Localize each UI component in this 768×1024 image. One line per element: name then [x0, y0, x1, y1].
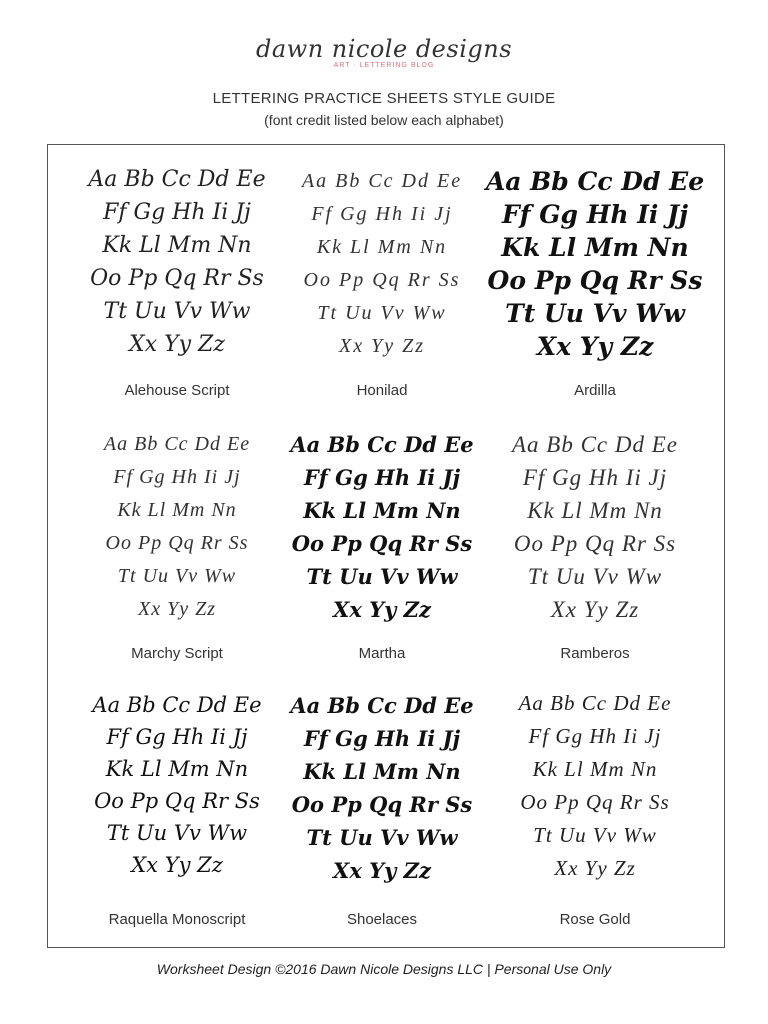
alphabet-line: Kk Ll Mm Nn: [102, 233, 252, 258]
alphabet-sample: [64, 689, 290, 881]
alphabet-line: Kk Ll Mm Nn: [105, 757, 249, 781]
alphabet-line: Oo Pp Qq Rr Ss: [487, 266, 703, 295]
font-credit-label: Martha: [358, 645, 406, 662]
alphabet-line: Ff Gg Hh Ii Jj: [113, 466, 241, 488]
alphabet-line: Kk Ll Mm Nn: [117, 499, 237, 521]
alphabet-line: Ff Gg Hh Ii Jj: [106, 725, 248, 749]
alphabet-line: Ff Gg Hh Ii Jj: [501, 200, 688, 229]
alphabet-line: Kk Ll Mm Nn: [527, 498, 663, 523]
alphabet-line: Aa Bb Cc Dd Ee: [290, 432, 474, 457]
alphabet-line: Aa Bb Cc Dd Ee: [88, 167, 266, 192]
alphabet-line: Oo Pp Qq Rr Ss: [291, 531, 473, 556]
alphabet-line: Xx Yy Zz: [129, 332, 225, 357]
alphabet-line: Ff Gg Hh Ii Jj: [528, 724, 662, 748]
alphabet-line: Kk Ll Mm Nn: [316, 236, 448, 258]
alphabet-sample: [269, 689, 495, 887]
alphabet-line: Ff Gg Hh Ii Jj: [303, 465, 461, 490]
alphabet-line: Oo Pp Qq Rr Ss: [520, 790, 670, 814]
alphabet-line: Aa Bb Cc Dd Ee: [301, 170, 463, 192]
alphabet-line: Aa Bb Cc Dd Ee: [511, 432, 678, 457]
font-credit-label: Ardilla: [574, 382, 616, 399]
alphabet-line: Aa Bb Cc Dd Ee: [92, 693, 262, 717]
alphabet-line: Tt Uu Vv Ww: [317, 302, 447, 324]
font-credit-label: Ramberos: [560, 645, 630, 662]
alphabet-line: Tt Uu Vv Ww: [306, 564, 458, 589]
alphabet-line: Oo Pp Qq Rr Ss: [94, 789, 260, 813]
alphabet-line: Xx Yy Zz: [550, 597, 640, 622]
alphabet-line: Tt Uu Vv Ww: [103, 299, 251, 324]
alphabet-line: Tt Uu Vv Ww: [505, 299, 685, 328]
alphabet-line: Oo Pp Qq Rr Ss: [291, 792, 473, 817]
alphabet-sample: [269, 428, 495, 626]
alphabet-line: Tt Uu Vv Ww: [117, 565, 237, 587]
alphabet-sample: [482, 687, 708, 885]
alphabet-sample: [64, 428, 290, 626]
font-credit-label: Shoelaces: [346, 911, 418, 928]
font-credit-label: Honilad: [356, 382, 408, 399]
alphabet-line: Xx Yy Zz: [333, 858, 431, 883]
alphabet-line: Kk Ll Mm Nn: [501, 233, 689, 262]
alphabet-grid: [47, 144, 725, 948]
alphabet-line: Tt Uu Vv Ww: [306, 825, 458, 850]
alphabet-line: Ff Gg Hh Ii Jj: [311, 203, 453, 225]
brand-name: dawn nicole designs: [255, 35, 513, 63]
font-credit-label: Marchy Script: [131, 645, 223, 662]
alphabet-line: Aa Bb Cc Dd Ee: [290, 693, 474, 718]
page-subtitle: (font credit listed below each alphabet): [264, 112, 504, 128]
font-credit-label: Alehouse Script: [124, 382, 230, 399]
alphabet-line: Tt Uu Vv Ww: [106, 821, 248, 845]
alphabet-line: Kk Ll Mm Nn: [303, 498, 461, 523]
font-credit-label: Raquella Monoscript: [108, 911, 246, 928]
alphabet-line: Xx Yy Zz: [536, 332, 654, 361]
alphabet-line: Xx Yy Zz: [131, 853, 223, 877]
alphabet-line: Kk Ll Mm Nn: [303, 759, 461, 784]
alphabet-line: Oo Pp Qq Rr Ss: [90, 266, 264, 291]
font-credit-label: Rose Gold: [559, 911, 631, 928]
alphabet-sample: [64, 163, 290, 361]
alphabet-line: Ff Gg Hh Ii Jj: [522, 465, 668, 490]
alphabet-sample: [482, 165, 708, 363]
alphabet-sample: [269, 165, 495, 363]
alphabet-line: Xx Yy Zz: [554, 856, 636, 880]
alphabet-line: Aa Bb Cc Dd Ee: [103, 433, 251, 455]
alphabet-line: Aa Bb Cc Dd Ee: [518, 691, 672, 715]
brand-logo: [0, 36, 768, 69]
footer-copyright: Worksheet Design ©2016 Dawn Nicole Designs LLC | Personal Use Only: [156, 961, 612, 977]
alphabet-line: Xx Yy Zz: [339, 335, 425, 357]
alphabet-line: Kk Ll Mm Nn: [532, 757, 658, 781]
alphabet-line: Oo Pp Qq Rr Ss: [105, 532, 249, 554]
alphabet-line: Xx Yy Zz: [333, 597, 431, 622]
alphabet-line: Oo Pp Qq Rr Ss: [303, 269, 461, 291]
alphabet-sample: [482, 428, 708, 626]
alphabet-line: Oo Pp Qq Rr Ss: [513, 531, 677, 556]
alphabet-line: Tt Uu Vv Ww: [533, 823, 657, 847]
alphabet-line: Xx Yy Zz: [138, 598, 216, 620]
alphabet-line: Tt Uu Vv Ww: [527, 564, 663, 589]
alphabet-line: Aa Bb Cc Dd Ee: [485, 167, 705, 196]
page-title: LETTERING PRACTICE SHEETS STYLE GUIDE: [212, 90, 556, 107]
brand-tagline: ART · LETTERING BLOG: [333, 62, 435, 69]
alphabet-line: Ff Gg Hh Ii Jj: [103, 200, 251, 225]
alphabet-line: Ff Gg Hh Ii Jj: [303, 726, 461, 751]
